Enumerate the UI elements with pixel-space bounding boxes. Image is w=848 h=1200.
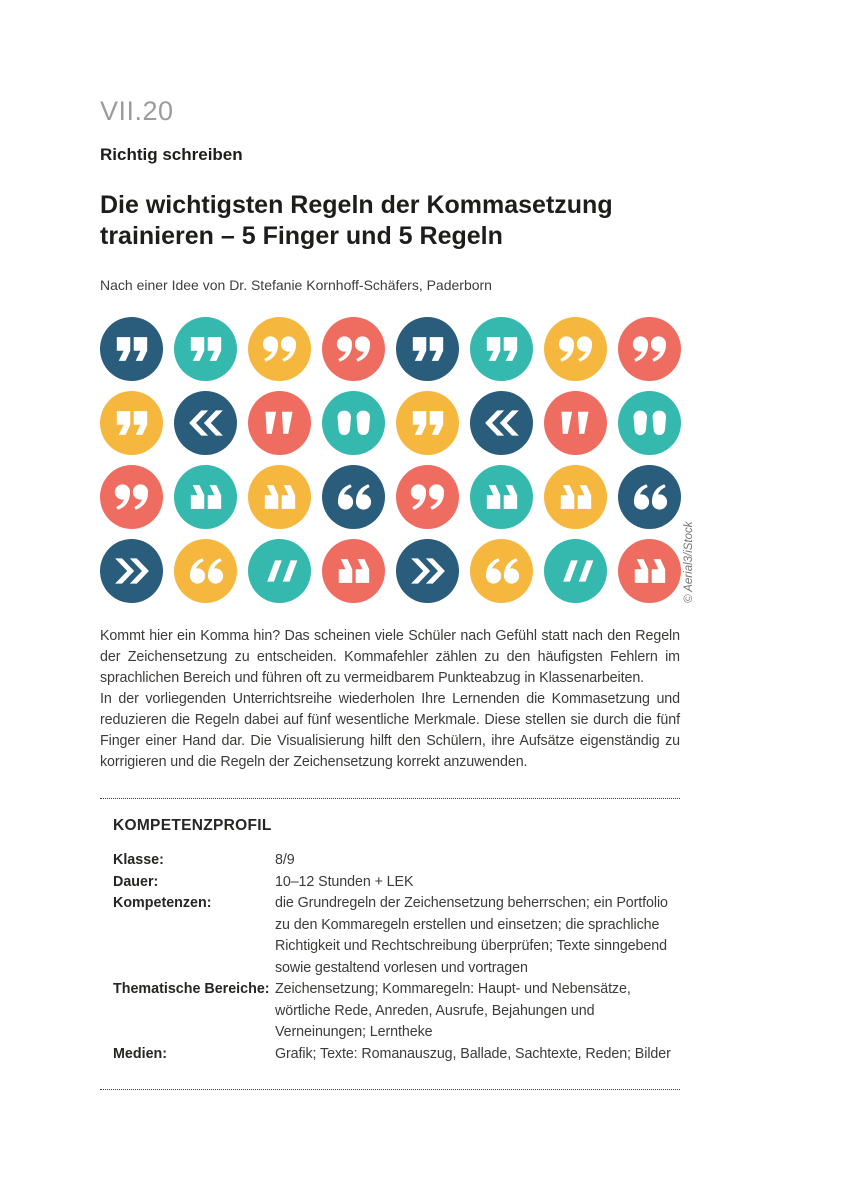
quote-circle (396, 539, 459, 603)
profile-value: Zeichensetzung; Kommaregeln: Haupt- und Nebensätze, wörtliche Rede, Anreden, Ausrufe, Bejahungen und Verneinungen; Lerntheke (275, 981, 631, 1041)
quote-square-open-icon (180, 471, 232, 523)
profile-label: Kompetenzen: (113, 895, 212, 912)
guillemet-left-icon (476, 397, 528, 449)
kompetenzprofil-heading: KOMPETENZPROFIL (113, 817, 272, 835)
quote-round-close-icon (550, 323, 602, 375)
quote-square-open-icon (550, 471, 602, 523)
image-credit: © Aerial3/iStock (683, 521, 695, 604)
quote-circle (396, 317, 459, 381)
profile-label: Dauer: (113, 873, 159, 890)
quote-circle (322, 317, 385, 381)
quote-square-close-icon (106, 397, 158, 449)
quote-square-close-icon (402, 323, 454, 375)
quote-square-close-icon (476, 323, 528, 375)
quote-circle (248, 391, 311, 455)
quote-illustration (100, 317, 695, 604)
quote-round-close-icon (106, 471, 158, 523)
quote-square-close-icon (180, 323, 232, 375)
profile-label: Klasse: (113, 852, 164, 869)
profile-value: 8/9 (275, 852, 295, 869)
profile-row (113, 1044, 680, 1066)
quote-square-close-icon (106, 323, 158, 375)
quote-circle (470, 539, 533, 603)
series-kicker: Richtig schreiben (100, 145, 243, 164)
profile-label: Medien: (113, 1045, 168, 1062)
quote-circle (470, 465, 533, 529)
quote-square-close-icon (402, 397, 454, 449)
intro-paragraph-1: Kommt hier ein Komma hin? Das scheinen viele Schüler nach Gefühl statt nach den Regeln der Zeichensetzung zu entscheiden. Kommafehler zählen zu den häufigsten Fehlern im sprachlichen Bereich und führen oft zu vermeidbarem Punkteabzug in Klassenarbeiten. (100, 628, 680, 687)
profile-row (113, 850, 680, 872)
profile-row (113, 893, 680, 979)
quote-round-open-icon (624, 471, 676, 523)
quote-circle (100, 539, 163, 603)
quote-slant-icon (254, 545, 306, 597)
kompetenzprofil-rows (113, 850, 680, 1065)
quote-round-close-icon (328, 323, 380, 375)
quote-circle (322, 539, 385, 603)
quote-round-open-icon (476, 545, 528, 597)
quote-circle (544, 539, 607, 603)
quote-circle (322, 465, 385, 529)
kompetenzprofil-box (100, 798, 680, 1090)
quote-grid (100, 317, 681, 603)
quote-circle (544, 391, 607, 455)
profile-value: die Grundregeln der Zeichensetzung beherrschen; ein Portfolio zu den Kommaregeln erstellen und einsetzen; die sprachliche Richtigkeit und Rechtschreibung überprüfen; Texte sinngebend sowie gestaltend vorlesen und vortragen (275, 895, 668, 976)
quote-circle (396, 391, 459, 455)
profile-value: Grafik; Texte: Romanauszug, Ballade, Sachtexte, Reden; Bilder (275, 1045, 671, 1062)
quote-circle (470, 391, 533, 455)
quote-circle (174, 317, 237, 381)
quote-circle (248, 539, 311, 603)
quote-circle (618, 317, 681, 381)
quote-circle (100, 465, 163, 529)
quote-round-close-icon (624, 323, 676, 375)
page-title (100, 190, 680, 253)
quote-slant-icon (550, 545, 602, 597)
quote-circle (618, 539, 681, 603)
guillemet-right-icon (402, 545, 454, 597)
quote-drop-icon (624, 397, 676, 449)
quote-circle (396, 465, 459, 529)
quote-straight-wedge-icon (254, 397, 306, 449)
quote-circle (174, 391, 237, 455)
quote-circle (248, 317, 311, 381)
title-line-1: Die wichtigsten Regeln der Kommasetzung (100, 190, 613, 219)
quote-circle (248, 465, 311, 529)
quote-round-open-icon (328, 471, 380, 523)
quote-square-open-icon (328, 545, 380, 597)
quote-circle (470, 317, 533, 381)
profile-label: Thematische Bereiche: (113, 981, 270, 998)
quote-drop-icon (328, 397, 380, 449)
quote-round-close-icon (254, 323, 306, 375)
byline: Nach einer Idee von Dr. Stefanie Kornhoff-Schäfers, Paderborn (100, 276, 492, 293)
quote-round-open-icon (180, 545, 232, 597)
quote-circle (174, 465, 237, 529)
guillemet-left-icon (180, 397, 232, 449)
intro-text (100, 626, 680, 773)
profile-value: 10–12 Stunden + LEK (275, 873, 414, 890)
intro-paragraph-2: In der vorliegenden Unterrichtsreihe wiederholen Ihre Lernenden die Kommasetzung und reduzieren die Regeln dabei auf fünf wesentliche Merkmale. Diese stellen sie durch die fünf Finger einer Hand dar. Die Visualisierung hilft den Schülern, ihre Aufsätze eigenständig zu korrigieren und die Regeln der Zeichensetzung korrekt anzuwenden. (100, 691, 680, 771)
quote-square-open-icon (254, 471, 306, 523)
quote-circle (100, 391, 163, 455)
quote-circle (174, 539, 237, 603)
quote-circle (544, 317, 607, 381)
profile-row (113, 979, 680, 1044)
quote-circle (618, 391, 681, 455)
quote-circle (322, 391, 385, 455)
quote-square-open-icon (624, 545, 676, 597)
profile-row (113, 872, 680, 894)
quote-straight-wedge-icon (550, 397, 602, 449)
quote-round-close-icon (402, 471, 454, 523)
quote-circle (544, 465, 607, 529)
title-line-2: trainieren – 5 Finger und 5 Regeln (100, 222, 503, 251)
guillemet-right-icon (106, 545, 158, 597)
quote-circle (100, 317, 163, 381)
section-code: VII.20 (100, 96, 174, 126)
quote-square-open-icon (476, 471, 528, 523)
quote-circle (618, 465, 681, 529)
